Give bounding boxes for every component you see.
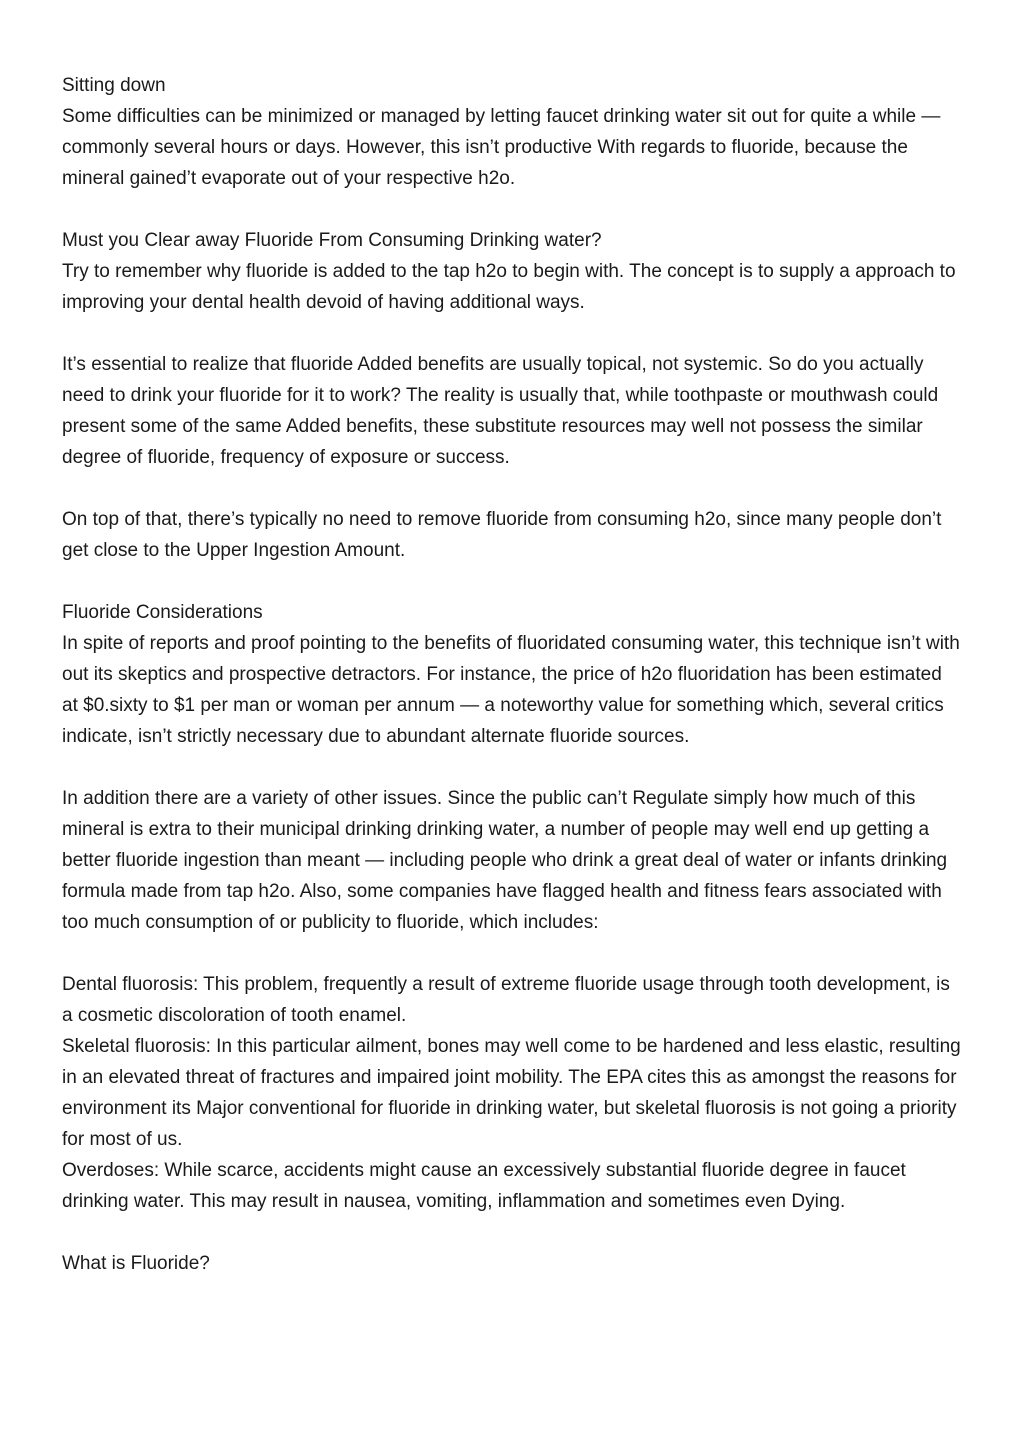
list-item-overdoses: Overdoses: While scarce, accidents might cause an excessively substantial fluoride degree in faucet drinking water. This may result in nausea, vomiting, inflammation and sometimes even Dying. — [62, 1160, 906, 1212]
paragraph-gap — [62, 1217, 962, 1248]
paragraph-gap — [62, 473, 962, 504]
list-item-skeletal-fluorosis: Skeletal fluorosis: In this particular ailment, bones may well come to be hardened and less elastic, resulting in an elevated threat of fractures and impaired joint mobility. The EPA cites this as amongst the reasons for environment its Major conventional for fluoride in drinking water, but skeletal fluorosis is not going a priority for most of us. — [62, 1036, 961, 1150]
document-body — [62, 70, 962, 1279]
paragraph-other-issues: In addition there are a variety of other issues. Since the public can’t Regulate simply how much of this mineral is extra to their municipal drinking drinking water, a number of people may well end up getting a better fluoride ingestion than meant — including people who drink a great deal of water or infants drinking formula made from tap h2o. Also, some companies have flagged health and fitness fears associated with too much consumption of or publicity to fluoride, which includes: — [62, 788, 948, 933]
paragraph-why-fluoride-added: Try to remember why fluoride is added to the tap h2o to begin with. The concept is to supply a approach to improving your dental health devoid of having additional ways. — [62, 261, 956, 313]
section-heading-fluoride-considerations: Fluoride Considerations — [62, 602, 263, 623]
paragraph-gap — [62, 194, 962, 225]
list-item-dental-fluorosis: Dental fluorosis: This problem, frequently a result of extreme fluoride usage through tooth development, is a cosmetic discoloration of tooth enamel. — [62, 974, 950, 1026]
paragraph-gap — [62, 938, 962, 969]
paragraph-gap — [62, 566, 962, 597]
section-heading-sitting-down: Sitting down — [62, 75, 166, 96]
section-heading-what-is-fluoride: What is Fluoride? — [62, 1253, 210, 1274]
paragraph-skeptics-and-cost: In spite of reports and proof pointing to the benefits of fluoridated consuming water, this technique isn’t with out its skeptics and prospective detractors. For instance, the price of h2o fluoridation has been estimated at $0.sixty to $1 per man or woman per annum — a noteworthy value for something which, several critics indicate, isn’t strictly necessary due to abundant alternate fluoride sources. — [62, 633, 960, 747]
paragraph-no-need-to-remove: On top of that, there’s typically no need to remove fluoride from consuming h2o, since many people don’t get close to the Upper Ingestion Amount. — [62, 509, 942, 561]
section-heading-remove-fluoride: Must you Clear away Fluoride From Consuming Drinking water? — [62, 230, 602, 251]
paragraph-gap — [62, 752, 962, 783]
paragraph-letting-water-sit: Some difficulties can be minimized or managed by letting faucet drinking water sit out for quite a while — commonly several hours or days. However, this isn’t productive With regards to fluoride, because the mineral gained’t evaporate out of your respective h2o. — [62, 106, 941, 189]
paragraph-topical-benefits: It’s essential to realize that fluoride Added benefits are usually topical, not systemic. So do you actually need to drink your fluoride for it to work? The reality is usually that, while toothpaste or mouthwash could present some of the same Added benefits, these substitute resources may well not possess the similar degree of fluoride, frequency of exposure or success. — [62, 354, 939, 468]
paragraph-gap — [62, 318, 962, 349]
